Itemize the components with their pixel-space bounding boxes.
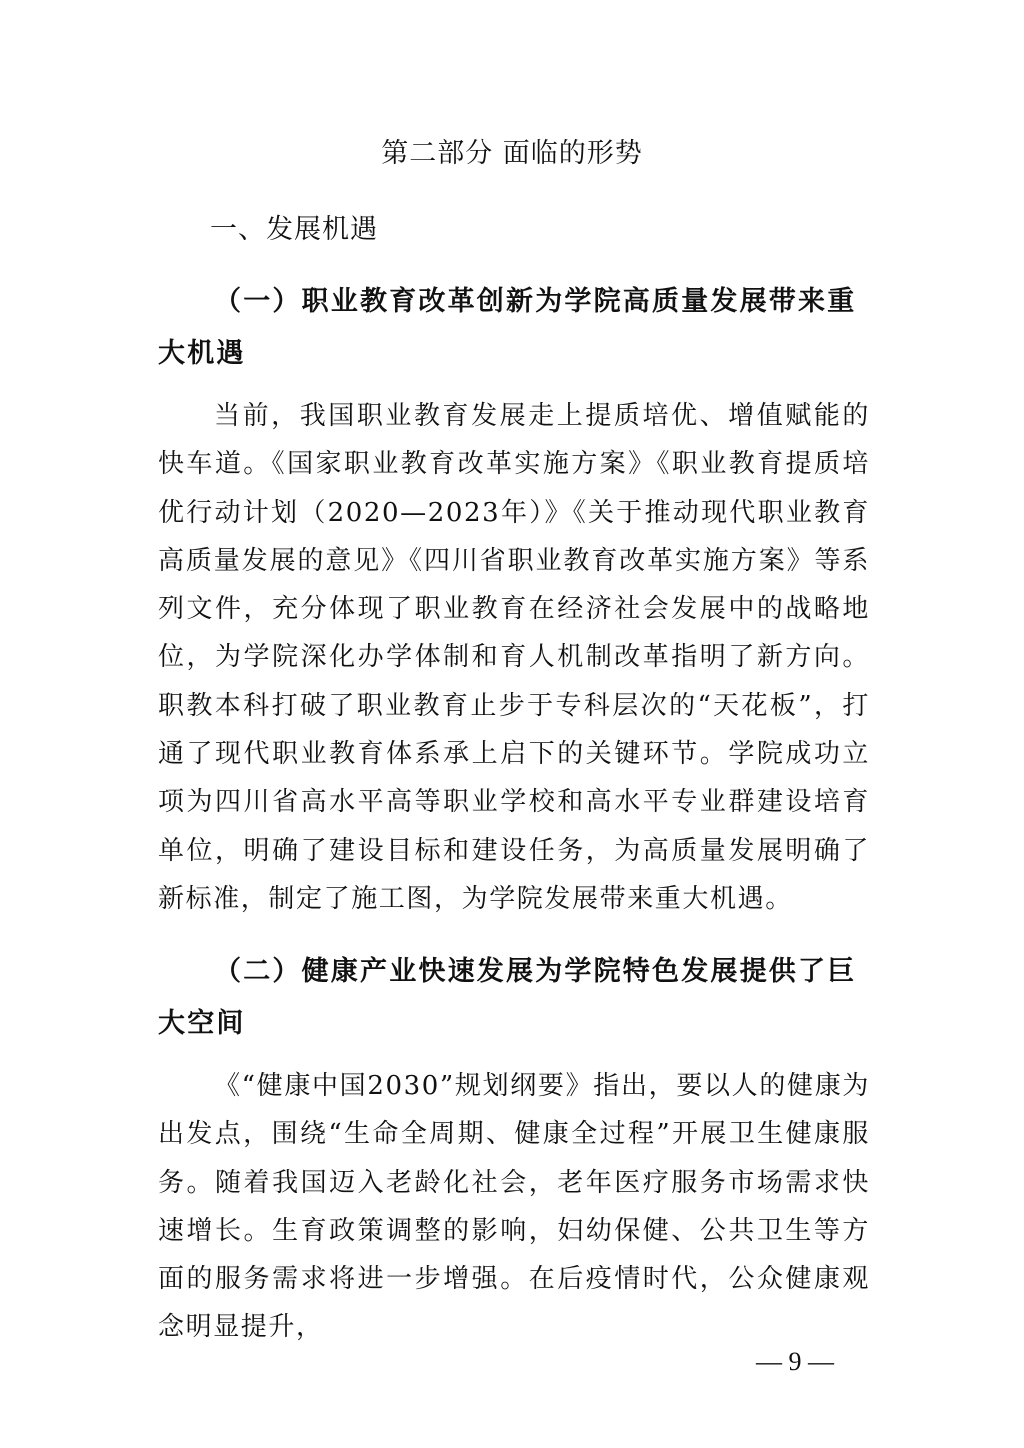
subsection-body-1: 当前，我国职业教育发展走上提质培优、增值赋能的快车道。《国家职业教育改革实施方案》《职业教育提质培优行动计划（2020—2023年）》《关于推动现代职业教育高质量发展的意见》《四川省职业教育改革实施方案》等系列文件，充分体现了职业教育在经济社会发展中的战略地位，为学院深化办学体制和育人机制改革指明了新方向。职教本科打破了职业教育止步于专科层次的“天花板”，打通了现代职业教育体系承上启下的关键环节。学院成功立项为四川省高水平高等职业学校和高水平专业群建设培育单位，明确了建设目标和建设任务，为高质量发展明确了新标准，制定了施工图，为学院发展带来重大机遇。	[158, 401, 870, 914]
page-number: — 9 —	[756, 1347, 834, 1376]
subsection-body-2: 《“健康中国2030”规划纲要》指出，要以人的健康为出发点，围绕“生命全周期、健康全过程”开展卫生健康服务。随着我国迈入老龄化社会，老年医疗服务市场需求快速增长。生育政策调整的影响，妇幼保健、公共卫生等方面的服务需求将进一步增强。在后疫情时代，公众健康观念明显提升，	[158, 1071, 870, 1343]
section-title: 一、发展机遇	[210, 214, 378, 245]
subsection-heading-1: （一）职业教育改革创新为学院高质量发展带来重大机遇	[158, 286, 857, 369]
subsection-heading-2: （二）健康产业快速发展为学院特色发展提供了巨大空间	[158, 956, 857, 1039]
part-title: 第二部分 面临的形势	[381, 138, 643, 169]
